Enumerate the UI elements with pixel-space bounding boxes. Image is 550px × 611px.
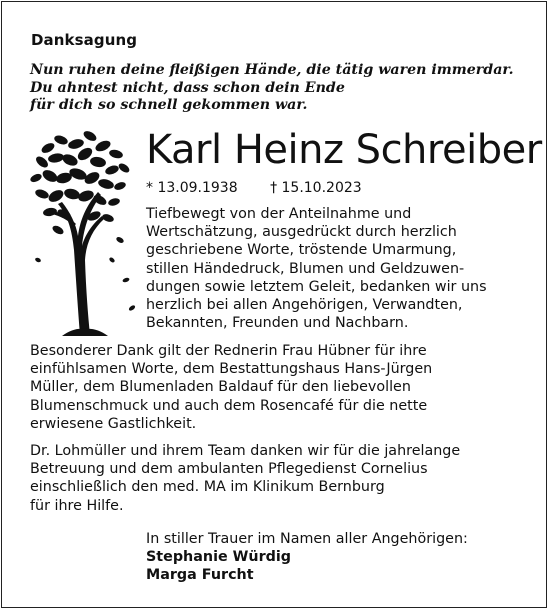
birth-date: * 13.09.1938 [146, 180, 238, 196]
paragraph-line: einschließlich den med. MA im Klinikum Bernburg [30, 479, 385, 496]
paragraph-line: Wertschätzung, ausgedrückt durch herzlich [146, 224, 457, 241]
paragraph-line: Blumenschmuck und auch dem Rosencafé für die nette [30, 397, 428, 414]
life-dates [146, 180, 362, 196]
closing-block [146, 530, 468, 585]
signature-name: Marga Furcht [146, 567, 254, 584]
paragraph-line: herzlich bei allen Angehörigen, Verwandten, [146, 297, 463, 314]
paragraph-line: für ihre Hilfe. [30, 497, 124, 514]
paragraph-line: Besonderer Dank gilt der Rednerin Frau Hübner für ihre [30, 343, 427, 359]
motto-line: für dich so schnell gekommen war. [30, 97, 308, 113]
notice-heading: Danksagung [31, 31, 138, 49]
thanks-paragraph [146, 205, 531, 332]
deceased-name: Karl Heinz Schreiber [146, 127, 542, 173]
motto-verse [30, 62, 514, 115]
paragraph-line: dungen sowie letztem Geleit, bedanken wir uns [146, 278, 487, 295]
paragraph-line: Dr. Lohmüller und ihrem Team danken wir für die jahrelange [30, 443, 461, 459]
signature-name: Stephanie Würdig [146, 549, 292, 566]
special-thanks-paragraph [30, 342, 432, 433]
paragraph-line: geschriebene Worte, tröstende Umarmung, [146, 242, 457, 259]
paragraph-line: einfühlsamen Worte, dem Bestattungshaus Hans-Jürgen [30, 361, 433, 378]
paragraph-line: Betreuung und dem ambulanten Pflegedienst Cornelius [30, 461, 428, 478]
closing-line: In stiller Trauer im Namen aller Angehörigen: [146, 531, 468, 547]
tree-icon [28, 130, 140, 340]
paragraph-line: stillen Händedruck, Blumen und Geldzuwen- [146, 260, 465, 277]
care-thanks-paragraph [30, 442, 460, 515]
paragraph-line: Bekannten, Freunden und Nachbarn. [146, 315, 409, 332]
paragraph-line: Tiefbewegt von der Anteilnahme und [146, 206, 412, 222]
motto-line: Nun ruhen deine fleißigen Hände, die tätig waren immerdar. [30, 62, 514, 78]
death-date: † 15.10.2023 [270, 180, 362, 196]
paragraph-line: erwiesene Gastlichkeit. [30, 415, 197, 432]
paragraph-line: Müller, dem Blumenladen Baldauf für den liebevollen [30, 379, 411, 396]
motto-line: Du ahntest nicht, dass schon dein Ende [30, 79, 345, 96]
